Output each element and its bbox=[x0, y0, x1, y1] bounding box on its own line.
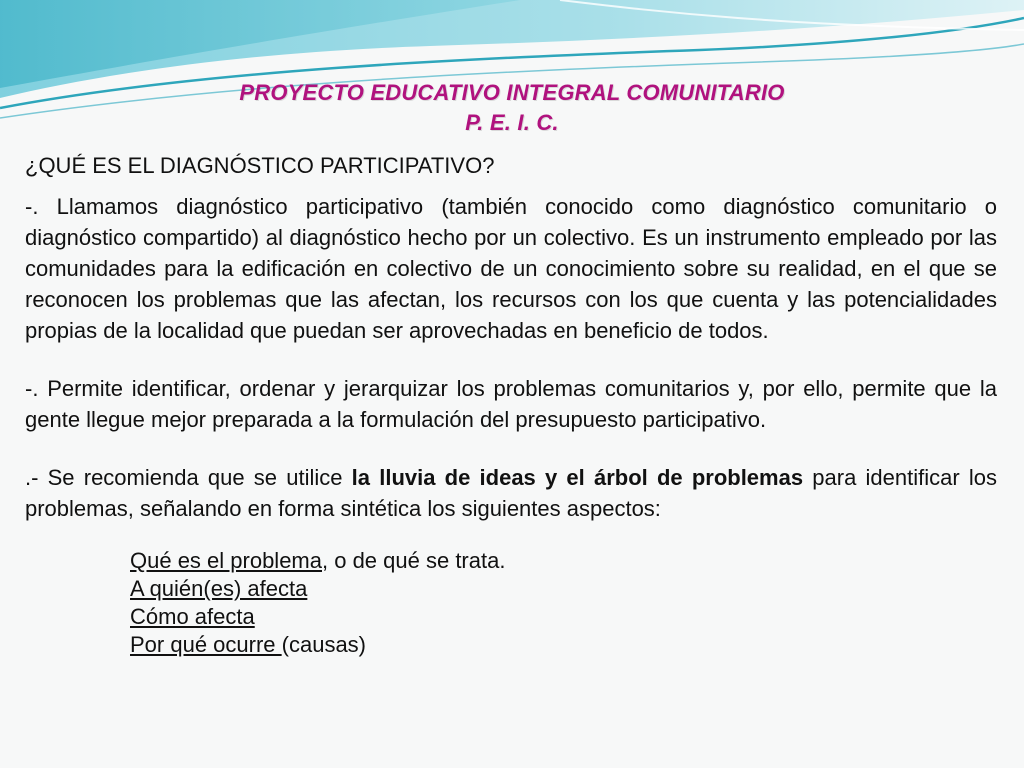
slide-body bbox=[25, 150, 997, 659]
title-line-1: PROYECTO EDUCATIVO INTEGRAL COMUNITARIO bbox=[239, 80, 785, 105]
aspect-item bbox=[130, 603, 997, 631]
aspect-underlined: A quién(es) afecta bbox=[130, 576, 308, 601]
aspect-underlined: Cómo afecta bbox=[130, 604, 255, 629]
paragraph-definition: -. Llamamos diagnóstico participativo (también conocido como diagnóstico comunitario o diagnóstico compartido) al diagnóstico hecho por un colectivo. Es un instrumento empleado por las comunidades para la edificación en colectivo de un conocimiento sobre su realidad, en el que se reconocen los problemas que las afectan, los recursos con los que cuenta y las potencialidades propias de la localidad que puedan ser aprovechadas en beneficio de todos. bbox=[25, 194, 997, 343]
recommendation-suffix: para identificar los problemas, señalando en forma sintética los siguientes aspectos: bbox=[25, 465, 997, 521]
aspect-underlined: Qué es el problema bbox=[130, 548, 322, 573]
recommendation-prefix: .- Se recomienda que se utilice bbox=[25, 465, 352, 490]
aspect-item bbox=[130, 575, 997, 603]
title-line-2: P. E. I. C. bbox=[465, 110, 559, 135]
slide-title bbox=[0, 78, 1024, 138]
aspects-list bbox=[130, 547, 997, 659]
aspect-underlined: Por qué ocurre bbox=[130, 632, 282, 657]
aspect-item bbox=[130, 631, 997, 659]
section-heading: ¿QUÉ ES EL DIAGNÓSTICO PARTICIPATIVO? bbox=[25, 153, 495, 178]
recommendation-emphasis: la lluvia de ideas y el árbol de problemas bbox=[351, 465, 804, 490]
paragraph-purpose: -. Permite identificar, ordenar y jerarquizar los problemas comunitarios y, por ello, permite que la gente llegue mejor preparada a la formulación del presupuesto participativo. bbox=[25, 376, 997, 432]
aspect-rest: (causas) bbox=[281, 632, 366, 657]
aspect-rest: , o de qué se trata. bbox=[322, 548, 506, 573]
aspect-item bbox=[130, 547, 997, 575]
paragraph-recommendation bbox=[25, 462, 997, 524]
